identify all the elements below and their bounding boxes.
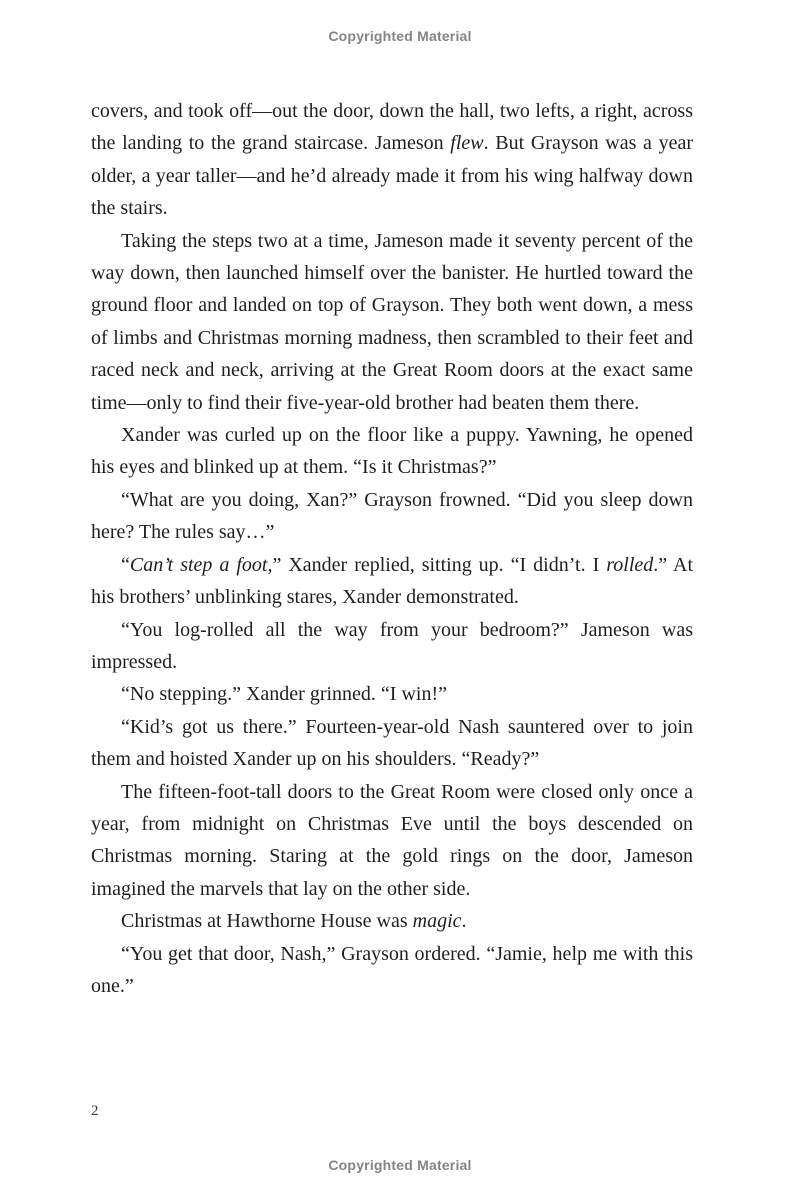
paragraph bbox=[91, 95, 693, 225]
text-run: Christmas at Hawthorne House was bbox=[121, 910, 413, 933]
text-run: “ bbox=[121, 553, 130, 576]
paragraph bbox=[91, 776, 693, 906]
copyright-notice-top: Copyrighted Material bbox=[328, 28, 472, 44]
page-text bbox=[91, 95, 693, 1002]
paragraph bbox=[91, 549, 693, 614]
paragraph bbox=[91, 938, 693, 1003]
paragraph bbox=[91, 614, 693, 679]
text-run: Xander was curled up on the floor like a puppy. Yawning, he opened his eyes and blinked up at them. “Is it Christmas?” bbox=[91, 424, 693, 479]
text-run-italic: flew bbox=[450, 132, 484, 155]
text-run: Taking the steps two at a time, Jameson made it seventy percent of the way down, then launched himself over the banister. He hurtled toward the ground floor and landed on top of Grayson. They both went down, a mess of limbs and Christmas morning madness, then scrambled to their feet and raced neck and neck, arriving at the Great Room doors at the exact same time—only to find their five-year-old brother had beaten them there. bbox=[91, 229, 693, 414]
text-run: “You log-rolled all the way from your bedroom?” Jameson was impressed. bbox=[91, 618, 693, 673]
text-run: “What are you doing, Xan?” Grayson frowned. “Did you sleep down here? The rules say…” bbox=[91, 488, 693, 544]
paragraph bbox=[91, 905, 693, 937]
text-run-italic: Can’t step a foot bbox=[129, 553, 268, 576]
text-run: . bbox=[461, 910, 467, 933]
copyright-notice-bottom: Copyrighted Material bbox=[328, 1157, 472, 1173]
page-number: 2 bbox=[91, 1103, 99, 1119]
text-run: . But Grayson was a year older, a year taller—and he’d already made it from his wing halfway down the stairs. bbox=[91, 132, 693, 220]
text-run-italic: magic bbox=[412, 910, 462, 933]
text-run: .” At his brothers’ unblinking stares, Xander demonstrated. bbox=[91, 553, 694, 609]
text-run: “Kid’s got us there.” Fourteen-year-old Nash sauntered over to join them and hoisted Xander up on his shoulders. “Ready?” bbox=[91, 715, 693, 771]
paragraph bbox=[91, 484, 693, 549]
text-run: ,” Xander replied, sitting up. “I didn’t. I bbox=[267, 553, 607, 576]
paragraph bbox=[91, 678, 693, 710]
text-run: “No stepping.” Xander grinned. “I win!” bbox=[121, 683, 447, 706]
text-run-italic: rolled bbox=[606, 553, 654, 576]
paragraph bbox=[91, 711, 693, 776]
text-run: covers, and took off—out the door, down the hall, two lefts, a right, across the landing to the grand staircase. Jameson bbox=[91, 100, 693, 155]
text-run: The fifteen-foot-tall doors to the Great Room were closed only once a year, from midnight on Christmas Eve until the boys descended on Christmas morning. Staring at the gold rings on the door, Jameson imagined the marvels that lay on the other side. bbox=[91, 780, 693, 900]
text-run: “You get that door, Nash,” Grayson ordered. “Jamie, help me with this one.” bbox=[91, 942, 693, 997]
paragraph bbox=[91, 419, 693, 484]
paragraph bbox=[91, 225, 693, 419]
